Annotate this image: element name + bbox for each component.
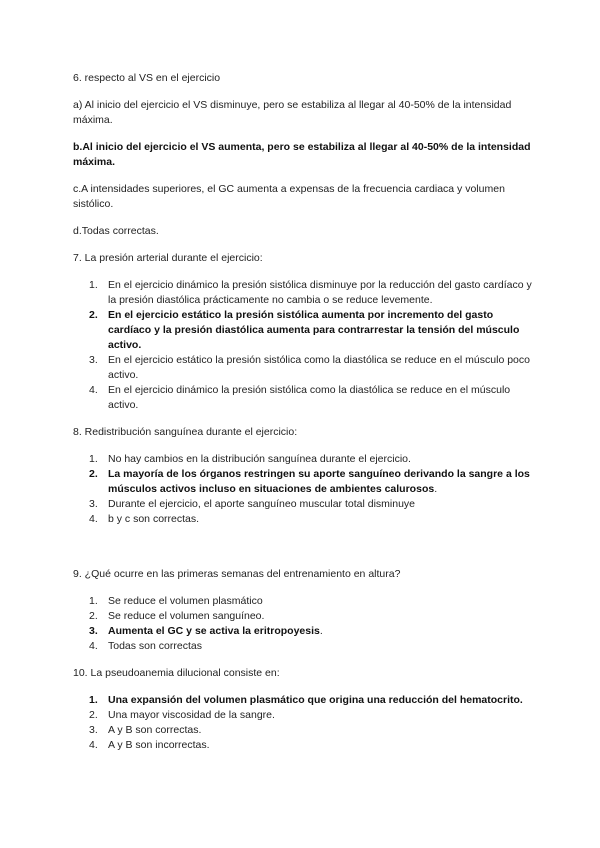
document-page [73, 71, 533, 765]
list-item-text: La mayoría de los órganos restringen su aporte sanguíneo derivando la sangre a los músculos activos incluso en situaciones de ambientes calurosos [108, 468, 530, 495]
q10-options-list [73, 693, 533, 753]
list-item [73, 639, 533, 654]
list-item-text: A y B son incorrectas. [108, 739, 210, 751]
list-item [73, 278, 533, 308]
question-6-title: 6. respecto al VS en el ejercicio [73, 72, 221, 84]
q6-option-b-correct: b.Al inicio del ejercicio el VS aumenta, pero se estabiliza al llegar al 40-50% de la intensidad máxima. [73, 141, 531, 168]
list-item [73, 609, 533, 624]
list-number: 1. [89, 453, 98, 465]
list-item [73, 594, 533, 609]
list-number: 4. [89, 640, 98, 652]
list-item-text: Se reduce el volumen plasmático [108, 595, 263, 607]
list-number: 1. [89, 279, 98, 291]
list-item-text: Se reduce el volumen sanguíneo. [108, 610, 265, 622]
list-number: 3. [89, 625, 98, 637]
list-item [73, 353, 533, 383]
q6-option-d: d.Todas correctas. [73, 225, 159, 237]
list-item-text: Aumenta el GC y se activa la eritropoyesis [108, 625, 320, 637]
list-item-correct [73, 624, 533, 639]
list-number: 3. [89, 354, 98, 366]
list-number: 2. [89, 610, 98, 622]
list-item-text: Todas son correctas [108, 640, 202, 652]
list-item-suffix: . [319, 625, 323, 637]
list-item [73, 383, 533, 413]
spacer [73, 539, 533, 567]
list-item-text: En el ejercicio dinámico la presión sistólica como la diastólica se reduce en el músculo activo. [108, 384, 511, 411]
q6-option-a: a) Al inicio del ejercicio el VS disminuye, pero se estabiliza al llegar al 40-50% de la intensidad máxima. [73, 99, 512, 126]
list-number: 3. [89, 724, 98, 736]
list-item-text: En el ejercicio estático la presión sistólica aumenta por incremento del gasto cardíaco y la presión diastólica aumenta para contrarrestar la tensión del músculo activo. [108, 309, 520, 351]
list-item-text: A y B son correctas. [108, 724, 202, 736]
question-10-title: 10. La pseudoanemia dilucional consiste en: [73, 667, 280, 679]
q6-option-c: c.A intensidades superiores, el GC aumenta a expensas de la frecuencia cardiaca y volumen sistólico. [73, 183, 505, 210]
question-7-title: 7. La presión arterial durante el ejercicio: [73, 252, 263, 264]
list-item-text: Una mayor viscosidad de la sangre. [108, 709, 275, 721]
list-item-correct [73, 693, 533, 708]
list-number: 2. [89, 468, 98, 480]
list-number: 3. [89, 498, 98, 510]
list-item-suffix: . [434, 483, 438, 495]
list-number: 4. [89, 739, 98, 751]
list-number: 1. [89, 595, 98, 607]
q8-options-list [73, 452, 533, 527]
list-item [73, 497, 533, 512]
list-number: 4. [89, 384, 98, 396]
list-item-text: b y c son correctas. [108, 513, 200, 525]
list-item [73, 723, 533, 738]
list-item [73, 738, 533, 753]
list-item-text: En el ejercicio dinámico la presión sistólica disminuye por la reducción del gasto cardíaco y la presión diastólica prácticamente no cambia o se reduce levemente. [108, 279, 532, 306]
list-number: 1. [89, 694, 98, 706]
list-item [73, 452, 533, 467]
list-item [73, 708, 533, 723]
question-8-title: 8. Redistribución sanguínea durante el ejercicio: [73, 426, 298, 438]
question-9-title: 9. ¿Qué ocurre en las primeras semanas del entrenamiento en altura? [73, 568, 401, 580]
list-item-text: Una expansión del volumen plasmático que origina una reducción del hematocrito. [108, 694, 523, 706]
list-item-text: Durante el ejercicio, el aporte sanguíneo muscular total disminuye [108, 498, 415, 510]
list-item-text: No hay cambios en la distribución sanguínea durante el ejercicio. [108, 453, 411, 465]
q7-options-list [73, 278, 533, 413]
list-item-correct [73, 467, 533, 497]
list-number: 2. [89, 709, 98, 721]
list-number: 4. [89, 513, 98, 525]
list-item [73, 512, 533, 527]
list-item-correct [73, 308, 533, 353]
list-item-text: En el ejercicio estático la presión sistólica como la diastólica se reduce en el músculo poco activo. [108, 354, 530, 381]
list-number: 2. [89, 309, 98, 321]
q9-options-list [73, 594, 533, 654]
